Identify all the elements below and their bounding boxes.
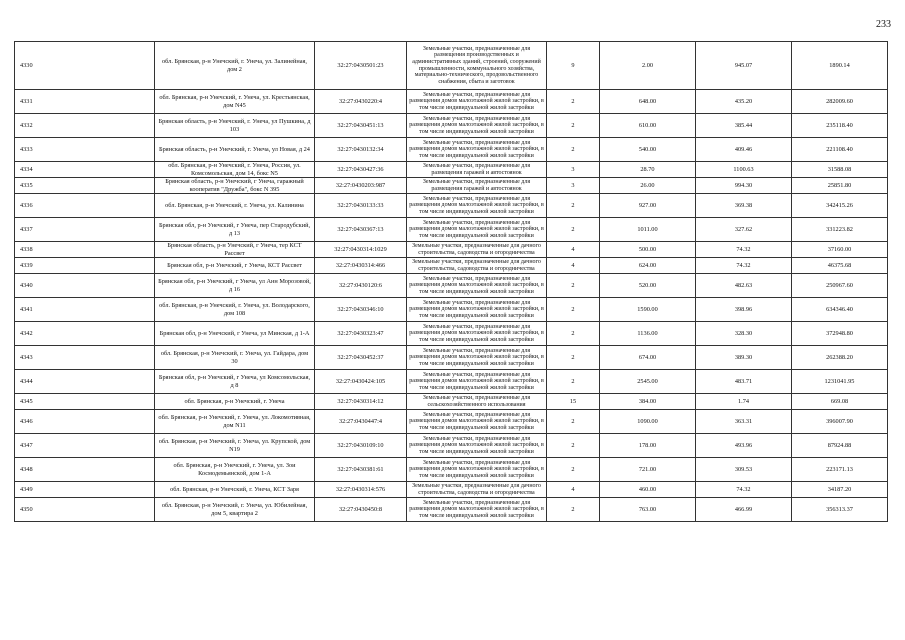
land-use-type-cell: Земельные участки, предназначенные для дачного строительства, садоводства и огородничества bbox=[407, 482, 547, 498]
area-cell: 178.00 bbox=[600, 434, 696, 458]
cadastral-number-cell: 32:27:0430314:466 bbox=[315, 258, 407, 274]
group-code-cell: 2 bbox=[547, 370, 600, 394]
cadastral-value-table bbox=[14, 41, 888, 522]
table-row bbox=[15, 458, 888, 482]
table-row bbox=[15, 394, 888, 410]
cadastral-number-cell: 32:27:0430381:61 bbox=[315, 458, 407, 482]
unit-value-cell: 385.44 bbox=[696, 114, 792, 138]
unit-value-cell: 74.32 bbox=[696, 258, 792, 274]
address-cell: обл. Брянская, р-н Унечский, г. Унеча, ул. Локомотивная, дом N11 bbox=[155, 410, 315, 434]
cadastral-number-cell: 32:27:0430450:8 bbox=[315, 498, 407, 522]
cadastral-number-cell: 32:27:0430314:1029 bbox=[315, 242, 407, 258]
address-cell: обл. Брянская, р-н Унечский, г. Унеча, ул. Крупской, дом N19 bbox=[155, 434, 315, 458]
address-cell: Брянская обл, р-н Унечский, г Унеча, ул Комсомольская, д 8 bbox=[155, 370, 315, 394]
address-cell: обл. Брянская, р-н Унечский, г. Унеча, ул. Калинина bbox=[155, 194, 315, 218]
row-number: 4337 bbox=[15, 218, 155, 242]
address-cell: Брянская обл, р-н Унечский, г Унеча, КСТ Рассвет bbox=[155, 258, 315, 274]
area-cell: 624.00 bbox=[600, 258, 696, 274]
land-use-type-cell: Земельные участки, предназначенные для размещения гаражей и автостоянок bbox=[407, 162, 547, 178]
cadastral-value-cell: 34187.20 bbox=[792, 482, 888, 498]
unit-value-cell: 466.99 bbox=[696, 498, 792, 522]
table-row bbox=[15, 162, 888, 178]
row-number: 4346 bbox=[15, 410, 155, 434]
table-row bbox=[15, 42, 888, 90]
cadastral-number-cell: 32:27:0430424:105 bbox=[315, 370, 407, 394]
cadastral-value-cell: 25851.80 bbox=[792, 178, 888, 194]
table-row bbox=[15, 274, 888, 298]
land-use-type-cell: Земельные участки, предназначенные для размещения домов малоэтажной жилой застройки, в том числе индивидуальной жилой застройки bbox=[407, 498, 547, 522]
address-cell: обл. Брянская, р-н Унечский, г. Унеча, ул. Юбилейная, дом 5, квартира 2 bbox=[155, 498, 315, 522]
address-cell: обл. Брянская, р-н Унечский, г. Унеча, ул. Зои Космодемьянской, дом 1-А bbox=[155, 458, 315, 482]
row-number: 4343 bbox=[15, 346, 155, 370]
cadastral-value-cell: 262388.20 bbox=[792, 346, 888, 370]
group-code-cell: 15 bbox=[547, 394, 600, 410]
cadastral-number-cell: 32:27:0430451:13 bbox=[315, 114, 407, 138]
area-cell: 28.70 bbox=[600, 162, 696, 178]
area-cell: 1090.00 bbox=[600, 410, 696, 434]
cadastral-value-cell: 223171.13 bbox=[792, 458, 888, 482]
area-cell: 1136.00 bbox=[600, 322, 696, 346]
address-cell: обл. Брянская, р-н Унечский, г. Унеча, ул. Володарского, дом 108 bbox=[155, 298, 315, 322]
land-use-type-cell: Земельные участки, предназначенные для размещения домов малоэтажной жилой застройки, в том числе индивидуальной жилой застройки bbox=[407, 114, 547, 138]
land-use-type-cell: Земельные участки, предназначенные для размещения домов малоэтажной жилой застройки, в том числе индивидуальной жилой застройки bbox=[407, 218, 547, 242]
unit-value-cell: 1100.63 bbox=[696, 162, 792, 178]
area-cell: 674.00 bbox=[600, 346, 696, 370]
land-use-type-cell: Земельные участки, предназначенные для размещения домов малоэтажной жилой застройки, в том числе индивидуальной жилой застройки bbox=[407, 458, 547, 482]
row-number: 4331 bbox=[15, 90, 155, 114]
area-cell: 763.00 bbox=[600, 498, 696, 522]
table-row bbox=[15, 434, 888, 458]
row-number: 4350 bbox=[15, 498, 155, 522]
cadastral-number-cell: 32:27:0430452:37 bbox=[315, 346, 407, 370]
cadastral-number-cell: 32:27:0430501:23 bbox=[315, 42, 407, 90]
table-row bbox=[15, 482, 888, 498]
cadastral-number-cell: 32:27:0430323:47 bbox=[315, 322, 407, 346]
group-code-cell: 2 bbox=[547, 194, 600, 218]
row-number: 4340 bbox=[15, 274, 155, 298]
cadastral-value-cell: 634346.40 bbox=[792, 298, 888, 322]
group-code-cell: 2 bbox=[547, 274, 600, 298]
row-number: 4336 bbox=[15, 194, 155, 218]
cadastral-number-cell: 32:27:0430346:10 bbox=[315, 298, 407, 322]
cadastral-value-cell: 31588.08 bbox=[792, 162, 888, 178]
cadastral-number-cell: 32:27:0430133:33 bbox=[315, 194, 407, 218]
table-row bbox=[15, 322, 888, 346]
cadastral-number-cell: 32:27:0430367:13 bbox=[315, 218, 407, 242]
row-number: 4332 bbox=[15, 114, 155, 138]
land-use-type-cell: Земельные участки, предназначенные для размещения домов малоэтажной жилой застройки, в том числе индивидуальной жилой застройки bbox=[407, 322, 547, 346]
group-code-cell: 4 bbox=[547, 242, 600, 258]
cadastral-number-cell: 32:27:0430314:576 bbox=[315, 482, 407, 498]
cadastral-number-cell: 32:27:0430109:10 bbox=[315, 434, 407, 458]
area-cell: 610.00 bbox=[600, 114, 696, 138]
unit-value-cell: 1.74 bbox=[696, 394, 792, 410]
cadastral-value-cell: 342415.26 bbox=[792, 194, 888, 218]
cadastral-value-cell: 1231041.95 bbox=[792, 370, 888, 394]
unit-value-cell: 309.53 bbox=[696, 458, 792, 482]
group-code-cell: 2 bbox=[547, 498, 600, 522]
land-use-type-cell: Земельные участки, предназначенные для размещения домов малоэтажной жилой застройки, в том числе индивидуальной жилой застройки bbox=[407, 90, 547, 114]
cadastral-value-cell: 87924.88 bbox=[792, 434, 888, 458]
land-use-type-cell: Земельные участки, предназначенные для размещения домов малоэтажной жилой застройки, в том числе индивидуальной жилой застройки bbox=[407, 194, 547, 218]
group-code-cell: 2 bbox=[547, 114, 600, 138]
table-row bbox=[15, 346, 888, 370]
row-number: 4330 bbox=[15, 42, 155, 90]
cadastral-value-cell: 331223.82 bbox=[792, 218, 888, 242]
row-number: 4342 bbox=[15, 322, 155, 346]
unit-value-cell: 328.30 bbox=[696, 322, 792, 346]
table-row bbox=[15, 194, 888, 218]
land-use-type-cell: Земельные участки, предназначенные для дачного строительства, садоводства и огородничества bbox=[407, 242, 547, 258]
row-number: 4348 bbox=[15, 458, 155, 482]
cadastral-value-cell: 250967.60 bbox=[792, 274, 888, 298]
area-cell: 1590.00 bbox=[600, 298, 696, 322]
land-use-type-cell: Земельные участки, предназначенные для размещения домов малоэтажной жилой застройки, в том числе индивидуальной жилой застройки bbox=[407, 138, 547, 162]
address-cell: Брянская область, р-н Унечский, г Унеча, тер КСТ Рассвет bbox=[155, 242, 315, 258]
address-cell: Брянская область, р-н Унечский, г. Унеча, ул Новая, д 24 bbox=[155, 138, 315, 162]
cadastral-number-cell: 32:27:0430447:4 bbox=[315, 410, 407, 434]
unit-value-cell: 945.07 bbox=[696, 42, 792, 90]
table-row bbox=[15, 138, 888, 162]
address-cell: Брянская обл, р-н Унечский, г Унеча, ул Анн Морозовой, д 16 bbox=[155, 274, 315, 298]
table-row bbox=[15, 218, 888, 242]
cadastral-number-cell: 32:27:0430203:987 bbox=[315, 178, 407, 194]
group-code-cell: 4 bbox=[547, 258, 600, 274]
area-cell: 26.00 bbox=[600, 178, 696, 194]
area-cell: 460.00 bbox=[600, 482, 696, 498]
table-row bbox=[15, 242, 888, 258]
page-number: 233 bbox=[876, 19, 891, 30]
address-cell: Брянская область, р-н Унечский, г. Унеча, ул Пушкина, д 103 bbox=[155, 114, 315, 138]
cadastral-number-cell: 32:27:0430220:4 bbox=[315, 90, 407, 114]
unit-value-cell: 994.30 bbox=[696, 178, 792, 194]
unit-value-cell: 369.38 bbox=[696, 194, 792, 218]
row-number: 4338 bbox=[15, 242, 155, 258]
cadastral-value-cell: 282009.60 bbox=[792, 90, 888, 114]
land-use-type-cell: Земельные участки, предназначенные для размещения домов малоэтажной жилой застройки, в том числе индивидуальной жилой застройки bbox=[407, 346, 547, 370]
area-cell: 1011.00 bbox=[600, 218, 696, 242]
address-cell: обл. Брянская, р-н Унечский, г. Унеча bbox=[155, 394, 315, 410]
row-number: 4335 bbox=[15, 178, 155, 194]
table-row bbox=[15, 90, 888, 114]
land-use-type-cell: Земельные участки, предназначенные для размещения домов малоэтажной жилой застройки, в том числе индивидуальной жилой застройки bbox=[407, 434, 547, 458]
group-code-cell: 9 bbox=[547, 42, 600, 90]
area-cell: 520.00 bbox=[600, 274, 696, 298]
group-code-cell: 2 bbox=[547, 410, 600, 434]
table-row bbox=[15, 410, 888, 434]
area-cell: 927.00 bbox=[600, 194, 696, 218]
area-cell: 540.00 bbox=[600, 138, 696, 162]
table-row bbox=[15, 498, 888, 522]
area-cell: 384.00 bbox=[600, 394, 696, 410]
unit-value-cell: 398.96 bbox=[696, 298, 792, 322]
group-code-cell: 2 bbox=[547, 298, 600, 322]
address-cell: Брянская обл, р-н Унечский, г Унеча, ул Минская, д 1-А bbox=[155, 322, 315, 346]
group-code-cell: 2 bbox=[547, 218, 600, 242]
row-number: 4349 bbox=[15, 482, 155, 498]
row-number: 4339 bbox=[15, 258, 155, 274]
cadastral-value-cell: 669.08 bbox=[792, 394, 888, 410]
row-number: 4347 bbox=[15, 434, 155, 458]
address-cell: обл. Брянская, р-н Унечский, г. Унеча, ул. Залинейная, дом 2 bbox=[155, 42, 315, 90]
land-use-type-cell: Земельные участки, предназначенные для дачного строительства, садоводства и огородничества bbox=[407, 258, 547, 274]
table-row bbox=[15, 298, 888, 322]
address-cell: обл. Брянская, р-н Унечский, г. Унеча, ул. Крестьянская, дом N45 bbox=[155, 90, 315, 114]
group-code-cell: 2 bbox=[547, 322, 600, 346]
cadastral-value-cell: 46375.68 bbox=[792, 258, 888, 274]
cadastral-value-cell: 372948.80 bbox=[792, 322, 888, 346]
area-cell: 2545.00 bbox=[600, 370, 696, 394]
cadastral-number-cell: 32:27:0430120:6 bbox=[315, 274, 407, 298]
row-number: 4333 bbox=[15, 138, 155, 162]
unit-value-cell: 493.96 bbox=[696, 434, 792, 458]
land-use-type-cell: Земельные участки, предназначенные для размещения производственных и административных зданий, строений, сооружений промышленности, коммунального хозяйства, материально-технического, продовольственного снабжения, сбыта и заготовок bbox=[407, 42, 547, 90]
group-code-cell: 2 bbox=[547, 90, 600, 114]
unit-value-cell: 389.30 bbox=[696, 346, 792, 370]
address-cell: обл. Брянская, р-н Унечский, г. Унеча, Россия, ул. Комсомольская, дом 14, бокс N5 bbox=[155, 162, 315, 178]
land-use-type-cell: Земельные участки, предназначенные для сельскохозяйственного использования bbox=[407, 394, 547, 410]
address-cell: обл. Брянская, р-н Унечский, г. Унеча, ул. Гайдара, дом 30 bbox=[155, 346, 315, 370]
group-code-cell: 4 bbox=[547, 482, 600, 498]
cadastral-value-cell: 235118.40 bbox=[792, 114, 888, 138]
table-row bbox=[15, 370, 888, 394]
land-use-type-cell: Земельные участки, предназначенные для размещения домов малоэтажной жилой застройки, в том числе индивидуальной жилой застройки bbox=[407, 298, 547, 322]
group-code-cell: 2 bbox=[547, 434, 600, 458]
group-code-cell: 2 bbox=[547, 138, 600, 162]
row-number: 4345 bbox=[15, 394, 155, 410]
cadastral-value-cell: 396007.90 bbox=[792, 410, 888, 434]
row-number: 4334 bbox=[15, 162, 155, 178]
cadastral-value-cell: 356313.37 bbox=[792, 498, 888, 522]
unit-value-cell: 483.71 bbox=[696, 370, 792, 394]
cadastral-value-cell: 221108.40 bbox=[792, 138, 888, 162]
row-number: 4344 bbox=[15, 370, 155, 394]
cadastral-value-cell: 1890.14 bbox=[792, 42, 888, 90]
unit-value-cell: 482.63 bbox=[696, 274, 792, 298]
land-use-type-cell: Земельные участки, предназначенные для размещения домов малоэтажной жилой застройки, в том числе индивидуальной жилой застройки bbox=[407, 274, 547, 298]
cadastral-number-cell: 32:27:0430427:36 bbox=[315, 162, 407, 178]
unit-value-cell: 327.62 bbox=[696, 218, 792, 242]
cadastral-number-cell: 32:27:0430314:12 bbox=[315, 394, 407, 410]
unit-value-cell: 74.32 bbox=[696, 242, 792, 258]
group-code-cell: 3 bbox=[547, 178, 600, 194]
land-use-type-cell: Земельные участки, предназначенные для размещения домов малоэтажной жилой застройки, в том числе индивидуальной жилой застройки bbox=[407, 370, 547, 394]
area-cell: 721.00 bbox=[600, 458, 696, 482]
table-row bbox=[15, 258, 888, 274]
address-cell: Брянская обл, р-н Унечский, г Унеча, пер Стародубский, д 13 bbox=[155, 218, 315, 242]
unit-value-cell: 435.20 bbox=[696, 90, 792, 114]
table-row bbox=[15, 114, 888, 138]
address-cell: обл. Брянская, р-н Унечский, г. Унеча, КСТ Заря bbox=[155, 482, 315, 498]
group-code-cell: 2 bbox=[547, 346, 600, 370]
area-cell: 648.00 bbox=[600, 90, 696, 114]
cadastral-value-cell: 37160.00 bbox=[792, 242, 888, 258]
row-number: 4341 bbox=[15, 298, 155, 322]
cadastral-number-cell: 32:27:0430132:34 bbox=[315, 138, 407, 162]
area-cell: 2.00 bbox=[600, 42, 696, 90]
land-use-type-cell: Земельные участки, предназначенные для размещения домов малоэтажной жилой застройки, в том числе индивидуальной жилой застройки bbox=[407, 410, 547, 434]
unit-value-cell: 363.31 bbox=[696, 410, 792, 434]
address-cell: Брянская область, р-н Унечский, г Унеча, гаражный кооператив "Дружба", бокс N 395 bbox=[155, 178, 315, 194]
unit-value-cell: 74.32 bbox=[696, 482, 792, 498]
group-code-cell: 2 bbox=[547, 458, 600, 482]
group-code-cell: 3 bbox=[547, 162, 600, 178]
unit-value-cell: 409.46 bbox=[696, 138, 792, 162]
land-use-type-cell: Земельные участки, предназначенные для размещения гаражей и автостоянок bbox=[407, 178, 547, 194]
table-row bbox=[15, 178, 888, 194]
area-cell: 500.00 bbox=[600, 242, 696, 258]
